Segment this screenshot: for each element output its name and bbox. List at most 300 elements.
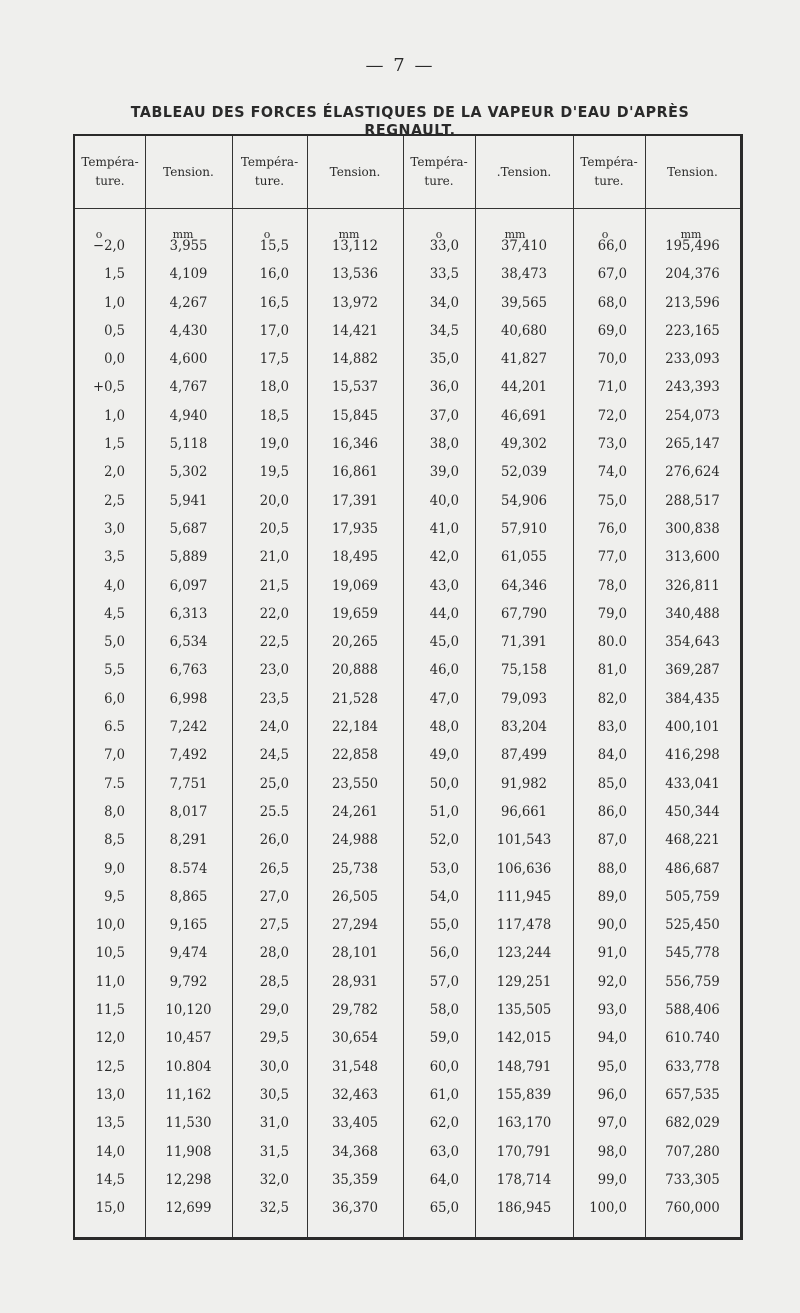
tension-cell: 340,488: [665, 605, 720, 622]
temperature-cell: 26,5: [259, 860, 289, 877]
temperature-cell: 95,0: [597, 1058, 627, 1075]
temperature-cell: 7,0: [104, 747, 125, 764]
tension-cell: 223,165: [665, 322, 720, 339]
tension-cell: 707,280: [665, 1143, 720, 1160]
temperature-cell: 88,0: [597, 860, 627, 877]
tension-cell: 29,782: [331, 1002, 379, 1019]
tension-column-4: [645, 232, 740, 1222]
temperature-cell: 15,5: [259, 238, 289, 254]
tension-cell: 23,550: [331, 775, 379, 792]
temperature-cell: 22,5: [259, 634, 289, 651]
temperature-cell: 13,0: [95, 1086, 125, 1103]
tension-cell: 760,000: [665, 1200, 720, 1217]
temperature-cell: 10,5: [95, 945, 125, 962]
tension-cell: 7,751: [169, 775, 208, 792]
temperature-cell: 34,5: [429, 322, 459, 339]
tension-cell: 5,302: [169, 464, 208, 481]
tension-cell: 61,055: [500, 549, 548, 566]
tension-cell: 633,778: [665, 1058, 720, 1075]
tension-cell: 22,858: [331, 747, 379, 764]
tension-cell: 300,838: [665, 520, 720, 537]
temperature-cell: 8,5: [104, 832, 125, 849]
temperature-cell: 89,0: [597, 888, 627, 905]
tension-cell: 67,790: [500, 605, 548, 622]
temperature-cell: 55,0: [429, 917, 459, 934]
tension-cell: 12,699: [165, 1200, 212, 1217]
tension-cell: 20,888: [331, 662, 379, 679]
tension-cell: 148,791: [496, 1058, 552, 1075]
tension-cell: 41,827: [500, 351, 548, 368]
temperature-cell: 3,0: [104, 520, 125, 537]
tension-cell: 6,097: [169, 577, 208, 594]
tension-cell: 15,845: [331, 407, 379, 424]
tension-cell: 54,906: [500, 492, 548, 509]
tension-cell: 39,565: [500, 294, 548, 311]
temperature-cell: 9,0: [104, 860, 125, 877]
tension-cell: 40,680: [500, 322, 548, 339]
temperature-cell: 8,0: [104, 803, 125, 820]
temperature-cell: 5,5: [104, 662, 125, 679]
temperature-cell: 11,0: [95, 973, 125, 990]
temperature-cell: 20,5: [259, 520, 289, 537]
temperature-column-4: [573, 232, 627, 1222]
temperature-cell: 21,0: [259, 549, 289, 566]
tension-cell: 15,537: [331, 379, 379, 396]
temperature-cell: 99,0: [597, 1171, 627, 1188]
temperature-cell: 70,0: [597, 351, 627, 368]
tension-cell: 142,015: [496, 1030, 552, 1047]
tension-cell: 46,691: [500, 407, 548, 424]
temperature-cell: 72,0: [597, 407, 627, 424]
tension-cell: 21,528: [331, 690, 379, 707]
tension-cell: 254,073: [665, 407, 720, 424]
tension-cell: 12,298: [165, 1171, 212, 1188]
temperature-cell: 30,0: [259, 1058, 289, 1075]
temperature-cell: 96,0: [597, 1086, 627, 1103]
tension-cell: 79,093: [500, 690, 548, 707]
tension-cell: 9,165: [169, 917, 208, 934]
tension-cell: 4,109: [169, 266, 208, 283]
tension-cell: 4,940: [169, 407, 208, 424]
temperature-cell: 28,0: [259, 945, 289, 962]
temperature-cell: 11,5: [95, 1002, 125, 1019]
tension-cell: 35,359: [331, 1171, 379, 1188]
tension-cell: 186,945: [496, 1200, 552, 1217]
tension-cell: 8,291: [169, 832, 208, 849]
temperature-cell: 73,0: [597, 436, 627, 453]
tension-cell: 155,839: [496, 1086, 552, 1103]
tension-cell: 36,370: [331, 1200, 379, 1217]
header-temperature: Tempéra- ture.: [81, 155, 139, 188]
tension-column-2: [307, 232, 403, 1222]
temperature-cell: 3,5: [104, 549, 125, 566]
tension-cell: 28,931: [331, 973, 379, 990]
temperature-cell: 44,0: [429, 605, 459, 622]
temperature-cell: 40,0: [429, 492, 459, 509]
temperature-cell: 4,0: [104, 577, 125, 594]
temperature-cell: 29,5: [259, 1030, 289, 1047]
header-temperature: Tempéra- ture.: [580, 155, 638, 188]
tension-cell: 6,763: [169, 662, 208, 679]
temperature-cell: 57,0: [429, 973, 459, 990]
tension-cell: 163,170: [496, 1115, 552, 1132]
temperature-cell: 37,0: [429, 407, 459, 424]
tension-cell: 7,242: [169, 719, 208, 736]
tension-cell: 19,069: [331, 577, 379, 594]
tension-cell: 4,767: [169, 379, 208, 396]
temperature-cell: 47,0: [429, 690, 459, 707]
tension-cell: 545,778: [665, 945, 720, 962]
page-number: — 7 —: [365, 55, 435, 76]
tension-cell: 5,118: [169, 436, 208, 453]
temperature-cell: 56,0: [429, 945, 459, 962]
tension-cell: 106,636: [496, 860, 552, 877]
temperature-cell: 71,0: [597, 379, 627, 396]
temperature-cell: 38,0: [429, 436, 459, 453]
temperature-cell: 60,0: [429, 1058, 459, 1075]
tension-cell: 369,287: [665, 662, 720, 679]
temperature-cell: 6.5: [104, 719, 125, 736]
temperature-cell: 25.5: [259, 803, 289, 820]
unit-mm: mm: [680, 228, 702, 241]
tension-cell: 265,147: [665, 436, 720, 453]
tension-cell: 233,093: [665, 351, 720, 368]
header-tension: .Tension.: [496, 164, 552, 179]
temperature-cell: 14,0: [95, 1143, 125, 1160]
temperature-cell: 32,0: [259, 1171, 289, 1188]
vapour-tension-table: [73, 134, 743, 1240]
temperature-cell: 24,5: [259, 747, 289, 764]
tension-cell: 28,101: [331, 945, 379, 962]
tension-cell: 5,687: [169, 520, 208, 537]
tension-cell: 44,201: [500, 379, 548, 396]
tension-cell: 10.804: [165, 1058, 212, 1075]
temperature-cell: 25,0: [259, 775, 289, 792]
temperature-cell: 9,5: [104, 888, 125, 905]
temperature-cell: 53,0: [429, 860, 459, 877]
temperature-cell: 49,0: [429, 747, 459, 764]
temperature-cell: 7.5: [104, 775, 125, 792]
temperature-cell: 33,5: [429, 266, 459, 283]
tension-cell: 37,410: [500, 238, 548, 254]
tension-cell: 10,457: [165, 1030, 212, 1047]
temperature-cell: 75,0: [597, 492, 627, 509]
tension-cell: 4,600: [169, 351, 208, 368]
table-title: TABLEAU DES FORCES ÉLASTIQUES DE LA VAPEUR D'EAU D'APRÈS REGNAULT.: [130, 103, 690, 139]
tension-cell: 123,244: [496, 945, 552, 962]
tension-cell: 288,517: [665, 492, 720, 509]
temperature-cell: 17,0: [259, 322, 289, 339]
tension-cell: 3,955: [169, 238, 208, 254]
temperature-cell: 93,0: [597, 1002, 627, 1019]
tension-cell: 38,473: [500, 266, 548, 283]
tension-cell: 11,162: [165, 1086, 212, 1103]
temperature-cell: 20,0: [259, 492, 289, 509]
tension-cell: 71,391: [500, 634, 548, 651]
tension-cell: 32,463: [331, 1086, 379, 1103]
header-temperature: Tempéra- ture.: [410, 155, 468, 188]
tension-cell: 14,882: [331, 351, 379, 368]
tension-cell: 91,982: [500, 775, 548, 792]
temperature-cell: 27,5: [259, 917, 289, 934]
tension-cell: 505,759: [665, 888, 720, 905]
temperature-cell: 64,0: [429, 1171, 459, 1188]
tension-cell: 31,548: [331, 1058, 379, 1075]
temperature-cell: 29,0: [259, 1002, 289, 1019]
temperature-cell: 46,0: [429, 662, 459, 679]
tension-cell: 6,313: [169, 605, 208, 622]
tension-cell: 416,298: [665, 747, 720, 764]
tension-cell: 64,346: [500, 577, 548, 594]
temperature-cell: 86,0: [597, 803, 627, 820]
tension-column-3: [475, 232, 573, 1222]
tension-cell: 13,536: [331, 266, 379, 283]
tension-cell: 313,600: [665, 549, 720, 566]
temperature-cell: 1,0: [104, 407, 125, 424]
temperature-cell: 42,0: [429, 549, 459, 566]
temperature-cell: 32,5: [259, 1200, 289, 1217]
temperature-column-2: [232, 232, 289, 1222]
tension-cell: 22,184: [331, 719, 379, 736]
temperature-cell: 85,0: [597, 775, 627, 792]
temperature-cell: 18,5: [259, 407, 289, 424]
temperature-column-3: [403, 232, 459, 1222]
tension-cell: 8.574: [169, 860, 208, 877]
tension-cell: 34,368: [331, 1143, 379, 1160]
temperature-cell: 41,0: [429, 520, 459, 537]
header-temperature: Tempéra- ture.: [240, 155, 299, 188]
tension-cell: 10,120: [165, 1002, 212, 1019]
unit-degree: o: [95, 228, 103, 241]
tension-cell: 13,972: [331, 294, 379, 311]
tension-cell: 486,687: [665, 860, 720, 877]
tension-cell: 18,495: [331, 549, 379, 566]
tension-cell: 326,811: [665, 577, 720, 594]
tension-cell: 170,791: [496, 1143, 552, 1160]
temperature-cell: 21,5: [259, 577, 289, 594]
temperature-cell: 51,0: [429, 803, 459, 820]
temperature-cell: 50,0: [429, 775, 459, 792]
header-tension: Tension.: [329, 164, 381, 179]
temperature-cell: 67,0: [597, 266, 627, 283]
temperature-cell: +0,5: [93, 379, 125, 396]
temperature-cell: 80.0: [597, 634, 627, 651]
tension-cell: 129,251: [496, 973, 552, 990]
temperature-cell: 1,5: [104, 436, 125, 453]
tension-cell: 433,041: [665, 775, 720, 792]
temperature-cell: 24,0: [259, 719, 289, 736]
temperature-cell: 61,0: [429, 1086, 459, 1103]
tension-cell: 9,792: [169, 973, 208, 990]
tension-cell: 87,499: [500, 747, 548, 764]
tension-cell: 5,941: [169, 492, 208, 509]
temperature-cell: 84,0: [597, 747, 627, 764]
tension-cell: 135,505: [496, 1002, 552, 1019]
temperature-cell: 23,5: [259, 690, 289, 707]
temperature-cell: 23,0: [259, 662, 289, 679]
temperature-cell: 33,0: [429, 238, 459, 254]
tension-cell: 26,505: [331, 888, 379, 905]
temperature-cell: 17,5: [259, 351, 289, 368]
tension-cell: 16,861: [331, 464, 379, 481]
temperature-cell: 19,0: [259, 436, 289, 453]
tension-cell: 33,405: [331, 1115, 379, 1132]
tension-cell: 204,376: [665, 266, 720, 283]
tension-cell: 30,654: [331, 1030, 379, 1047]
temperature-cell: 28,5: [259, 973, 289, 990]
temperature-cell: 5,0: [104, 634, 125, 651]
temperature-cell: 43,0: [429, 577, 459, 594]
tension-cell: 6,534: [169, 634, 208, 651]
header-tension: Tension.: [163, 164, 214, 179]
tension-cell: 9,474: [169, 945, 208, 962]
tension-cell: 11,530: [165, 1115, 212, 1132]
temperature-cell: 97,0: [597, 1115, 627, 1132]
temperature-cell: 68,0: [597, 294, 627, 311]
temperature-cell: 16,5: [259, 294, 289, 311]
temperature-cell: 2,5: [104, 492, 125, 509]
tension-cell: 24,261: [331, 803, 379, 820]
header-tension: Tension.: [667, 164, 718, 179]
temperature-cell: 58,0: [429, 1002, 459, 1019]
temperature-cell: 59,0: [429, 1030, 459, 1047]
temperature-cell: 0,5: [104, 322, 125, 339]
tension-cell: 75,158: [500, 662, 548, 679]
temperature-cell: 48,0: [429, 719, 459, 736]
tension-cell: 178,714: [496, 1171, 552, 1188]
temperature-cell: 100,0: [589, 1200, 627, 1217]
temperature-cell: 39,0: [429, 464, 459, 481]
temperature-cell: 69,0: [597, 322, 627, 339]
tension-cell: 4,430: [169, 322, 208, 339]
temperature-cell: 2,0: [104, 464, 125, 481]
tension-cell: 11,908: [165, 1143, 212, 1160]
tension-cell: 733,305: [665, 1171, 720, 1188]
tension-cell: 5,889: [169, 549, 208, 566]
tension-cell: 6,998: [169, 690, 208, 707]
unit-mm: mm: [338, 228, 360, 241]
tension-cell: 20,265: [331, 634, 379, 651]
unit-degree: o: [435, 228, 443, 241]
temperature-cell: 76,0: [597, 520, 627, 537]
temperature-cell: 19,5: [259, 464, 289, 481]
unit-mm: mm: [172, 228, 194, 241]
tension-cell: 101,543: [496, 832, 552, 849]
temperature-cell: 27,0: [259, 888, 289, 905]
tension-cell: 14,421: [331, 322, 379, 339]
temperature-cell: 34,0: [429, 294, 459, 311]
temperature-cell: 1,5: [104, 266, 125, 283]
tension-cell: 682,029: [665, 1115, 720, 1132]
temperature-cell: 18,0: [259, 379, 289, 396]
temperature-cell: 52,0: [429, 832, 459, 849]
temperature-cell: 74,0: [597, 464, 627, 481]
tension-cell: 354,643: [665, 634, 720, 651]
temperature-cell: 1,0: [104, 294, 125, 311]
temperature-cell: 82,0: [597, 690, 627, 707]
tension-cell: 25,738: [331, 860, 379, 877]
tension-cell: 450,344: [665, 803, 720, 820]
temperature-cell: 15,0: [95, 1200, 125, 1217]
temperature-cell: 81,0: [597, 662, 627, 679]
tension-cell: 556,759: [665, 973, 720, 990]
temperature-cell: 12,0: [95, 1030, 125, 1047]
tension-cell: 195,496: [665, 238, 720, 254]
tension-cell: 17,935: [331, 520, 379, 537]
temperature-cell: 31,0: [259, 1115, 289, 1132]
tension-cell: 49,302: [500, 436, 548, 453]
tension-cell: 111,945: [496, 888, 552, 905]
temperature-cell: 79,0: [597, 605, 627, 622]
temperature-cell: 77,0: [597, 549, 627, 566]
temperature-cell: 22,0: [259, 605, 289, 622]
tension-cell: 588,406: [665, 1002, 720, 1019]
tension-cell: 4,267: [169, 294, 208, 311]
temperature-cell: 87,0: [597, 832, 627, 849]
temperature-cell: 10,0: [95, 917, 125, 934]
temperature-cell: 66,0: [597, 238, 627, 254]
unit-mm: mm: [504, 228, 526, 241]
temperature-cell: 16,0: [259, 266, 289, 283]
unit-degree: o: [601, 228, 609, 241]
tension-cell: 17,391: [331, 492, 379, 509]
temperature-cell: 65,0: [429, 1200, 459, 1217]
temperature-cell: 12,5: [95, 1058, 125, 1075]
unit-degree: o: [263, 228, 271, 241]
temperature-column-1: [75, 232, 125, 1222]
temperature-cell: 0,0: [104, 351, 125, 368]
tension-cell: 27,294: [331, 917, 379, 934]
tension-cell: 525,450: [665, 917, 720, 934]
temperature-cell: 36,0: [429, 379, 459, 396]
temperature-cell: 31,5: [259, 1143, 289, 1160]
temperature-cell: 62,0: [429, 1115, 459, 1132]
tension-cell: 57,910: [500, 520, 548, 537]
temperature-cell: 94,0: [597, 1030, 627, 1047]
tension-column-1: [145, 232, 232, 1222]
temperature-cell: 54,0: [429, 888, 459, 905]
tension-cell: 83,204: [500, 719, 548, 736]
tension-cell: 384,435: [665, 690, 720, 707]
temperature-cell: 83,0: [597, 719, 627, 736]
temperature-cell: 90,0: [597, 917, 627, 934]
temperature-cell: 26,0: [259, 832, 289, 849]
temperature-cell: 98,0: [597, 1143, 627, 1160]
temperature-cell: 78,0: [597, 577, 627, 594]
temperature-cell: 35,0: [429, 351, 459, 368]
tension-cell: 52,039: [500, 464, 548, 481]
tension-cell: 243,393: [665, 379, 720, 396]
temperature-cell: 14,5: [95, 1171, 125, 1188]
tension-cell: 16,346: [331, 436, 379, 453]
tension-cell: 13,112: [331, 238, 379, 254]
header-rule: [75, 208, 740, 209]
tension-cell: 657,535: [665, 1086, 720, 1103]
temperature-cell: 92,0: [597, 973, 627, 990]
temperature-cell: −2,0: [93, 238, 125, 254]
tension-cell: 117,478: [496, 917, 552, 934]
tension-cell: 8,017: [169, 803, 208, 820]
temperature-cell: 63,0: [429, 1143, 459, 1160]
tension-cell: 213,596: [665, 294, 720, 311]
tension-cell: 7,492: [169, 747, 208, 764]
tension-cell: 24,988: [331, 832, 379, 849]
temperature-cell: 45,0: [429, 634, 459, 651]
tension-cell: 19,659: [331, 605, 379, 622]
temperature-cell: 91,0: [597, 945, 627, 962]
temperature-cell: 4,5: [104, 605, 125, 622]
temperature-cell: 6,0: [104, 690, 125, 707]
